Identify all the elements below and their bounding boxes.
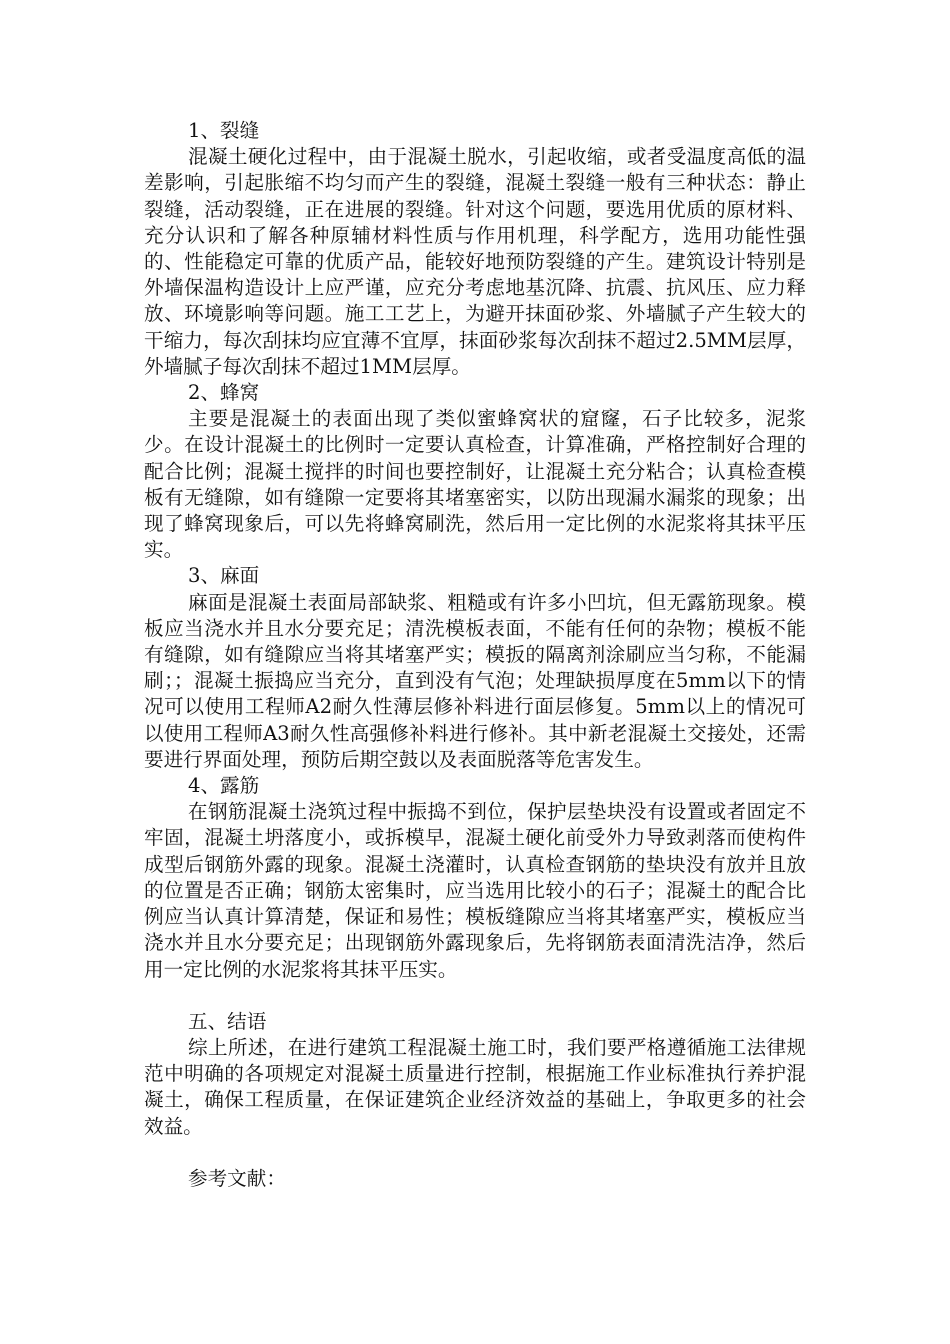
section-body-pitted-surface: 麻面是混凝土表面局部缺浆、粗糙或有许多小凹坑，但无露筋现象。模板应当浇水并且水分要充足；清洗模板表面，不能有任何的杂物；模板不能有缝隙，如有缝隙应当将其堵塞严实；模扳的隔离剂涂刷应当匀称，不能漏刷；；混凝土振捣应当充分，直到没有气泡；处理缺损厚度在5mm以下的情况可以使用工程师A2耐久性薄层修补料进行面层修复。5mm以上的情况可以使用工程师A3耐久性高强修补料进行修补。其中新老混凝土交接处，还需要进行界面处理，预防后期空鼓以及表面脱落等危害发生。 xyxy=(144,590,806,771)
section-body-exposed-rebar: 在钢筋混凝土浇筑过程中振捣不到位，保护层垫块没有设置或者固定不牢固，混凝土坍落度小，或拆模早，混凝土硬化前受外力导致剥落而使构件成型后钢筋外露的现象。混凝土浇灌时，认真检查钢筋的垫块没有放并且放的位置是否正确；钢筋太密集时，应当选用比较小的石子；混凝土的配合比例应当认真计算清楚，保证和易性；模板缝隙应当将其堵塞严实，模板应当浇水并且水分要充足；出现钢筋外露现象后，先将钢筋表面清洗洁净，然后用一定比例的水泥浆将其抹平压实。 xyxy=(144,800,806,981)
section-heading-cracks: 1、裂缝 xyxy=(188,119,260,142)
spacer xyxy=(144,1140,806,1166)
conclusion-heading: 五、结语 xyxy=(188,1009,267,1033)
section-heading-pitted-surface: 3、麻面 xyxy=(188,564,260,588)
section-heading-honeycomb: 2、蜂窝 xyxy=(188,381,260,405)
document-page xyxy=(144,118,806,1192)
section-body-honeycomb: 主要是混凝土的表面出现了类似蜜蜂窝状的窟窿，石子比较多，泥浆少。在设计混凝土的比例时一定要认真检查，计算准确，严格控制好合理的配合比例；混凝土搅拌的时间也要控制好，让混凝土充分粘合；认真检查模板有无缝隙，如有缝隙一定要将其堵塞密实，以防出现漏水漏浆的现象；出现了蜂窝现象后，可以先将蜂窝刷洗，然后用一定比例的水泥浆将其抹平压实。 xyxy=(144,407,806,562)
references-heading: 参考文献： xyxy=(188,1166,286,1190)
conclusion-body: 综上所述，在进行建筑工程混凝土施工时，我们要严格遵循施工法律规范中明确的各项规定对混凝土质量进行控制，根据施工作业标准执行养护混凝土，确保工程质量，在保证建筑企业经济效益的基础上，争取更多的社会效益。 xyxy=(144,1035,806,1138)
section-body-cracks: 混凝土硬化过程中，由于混凝土脱水，引起收缩，或者受温度高低的温差影响，引起胀缩不均匀而产生的裂缝，混凝土裂缝一般有三种状态：静止裂缝，活动裂缝，正在进展的裂缝。针对这个问题，要选用优质的原材料、充分认识和了解各种原辅材料性质与作用机理，科学配方，选用功能性强的、性能稳定可靠的优质产品，能较好地预防裂缝的产生。建筑设计特别是外墙保温构造设计上应严谨，应充分考虑地基沉降、抗震、抗风压、应力释放、环境影响等问题。施工工艺上，为避开抹面砂浆、外墙腻子产生较大的干缩力，每次刮抹均应宜薄不宜厚，抹面砂浆每次刮抹不超过2.5MM层厚，外墙腻子每次刮抹不超过1MM层厚。 xyxy=(144,145,806,378)
spacer xyxy=(144,983,806,1009)
section-heading-exposed-rebar: 4、露筋 xyxy=(188,774,260,798)
